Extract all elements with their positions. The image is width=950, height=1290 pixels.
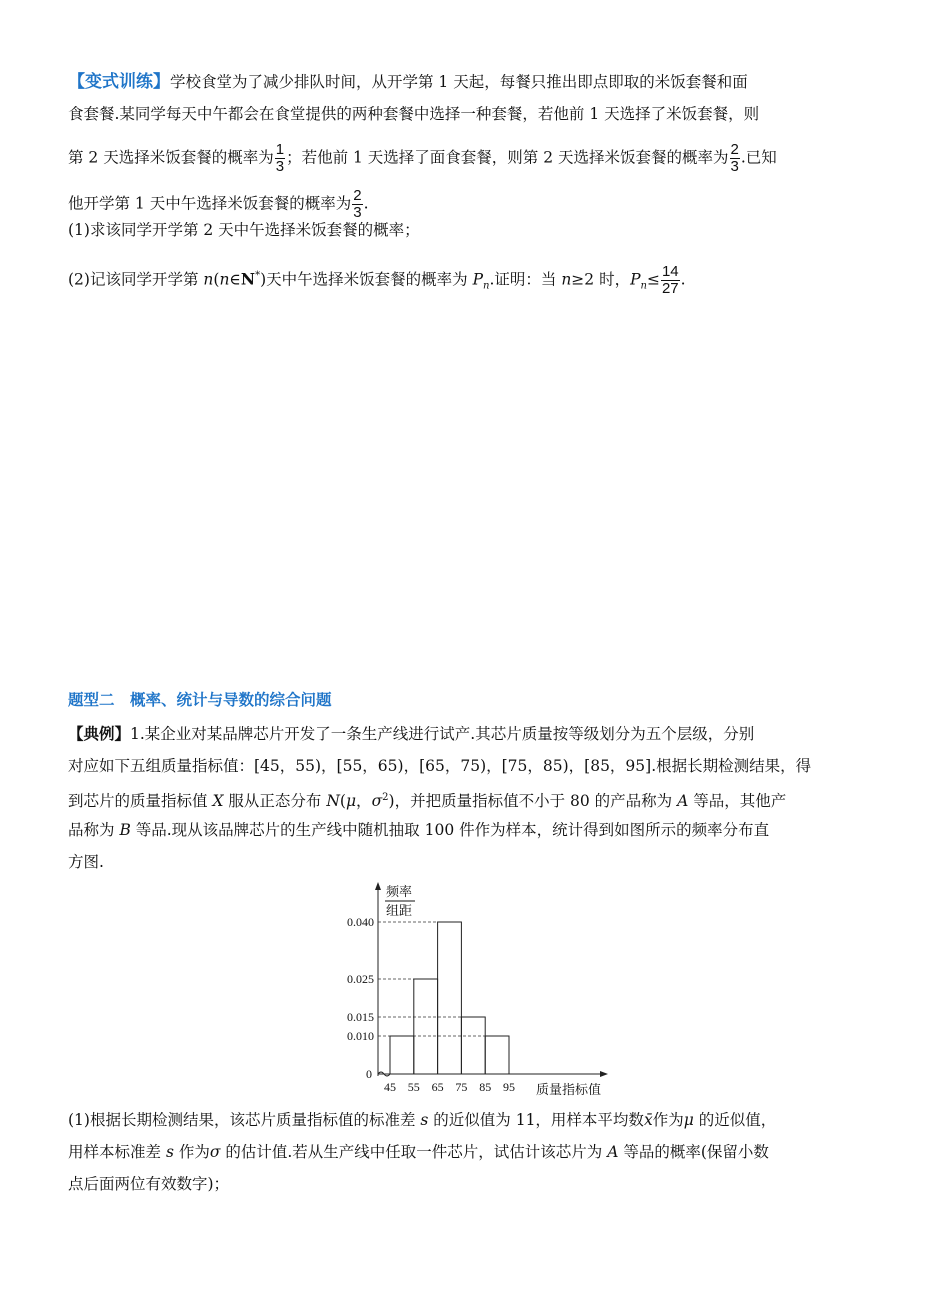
part1-line-1 [68, 1108, 882, 1132]
ex3-sq: 2 [382, 792, 389, 803]
p2-s: s [165, 1143, 174, 1161]
q2-star: * [255, 270, 261, 282]
example-text-5: 方图. [68, 853, 104, 871]
fraction-14-27 [661, 264, 680, 297]
variant-line-2 [68, 102, 882, 126]
example-parts [68, 1108, 882, 1196]
ex3-sigma: σ [371, 792, 383, 811]
y-axis-arrow [375, 882, 381, 890]
variant-text-2: 食套餐.某同学每天中午都会在食堂提供的两种套餐中选择一种套餐，若他前 1 天选择了米饭套餐，则 [68, 105, 760, 123]
ex4-a: 品称为 [68, 821, 120, 839]
p1-s: s [420, 1111, 429, 1129]
x-tick-label-3: 75 [455, 1080, 468, 1094]
q2-text-d: ≥2 时， [571, 270, 631, 289]
q2-sub-n: n [483, 280, 490, 292]
q2-text-e: . [680, 270, 686, 289]
example-tag: 【典例】 [68, 725, 131, 743]
variant-line-1 [68, 70, 882, 94]
example-line-4 [68, 818, 882, 842]
example-line-5 [68, 850, 882, 874]
bar-3 [461, 1017, 485, 1074]
variant-text-4b: . [363, 194, 369, 213]
p1-a: (1)根据长期检测结果，该芯片质量指标值的标准差 [68, 1111, 421, 1129]
variant-text-3c: .已知 [740, 148, 777, 167]
x-tick-label-0: 45 [384, 1080, 396, 1094]
variant-line-4 [68, 187, 882, 221]
ex4-B: B [119, 821, 131, 839]
frac2-den: 3 [730, 157, 739, 175]
y-label-top: 频率 [386, 885, 413, 900]
variant-line-3 [68, 141, 882, 175]
variant-tag: 【变式训练】 [68, 72, 170, 92]
variant-text-1: 学校食堂为了减少排队时间，从开学第 1 天起，每餐只推出即点即取的米饭套餐和面 [170, 73, 748, 91]
frac4-num: 14 [661, 263, 679, 280]
bar-2 [438, 922, 462, 1074]
p1-mu: μ [683, 1111, 694, 1129]
x-tick-label-5: 95 [503, 1080, 515, 1094]
q2-text-c: .证明：当 [489, 270, 562, 289]
bar-1 [414, 979, 438, 1074]
frac1-num: 1 [275, 141, 285, 158]
frac4-den: 27 [661, 279, 679, 297]
p2-A: A [607, 1143, 619, 1161]
q2-in-symbol: ∈ [229, 270, 241, 289]
y-label-bottom: 组距 [386, 904, 413, 919]
example-line-3 [68, 786, 882, 810]
p1-xbar: x̄ [643, 1111, 653, 1129]
p3-text: 点后面两位有效数字)； [68, 1175, 230, 1193]
variant-text-3b: ；若他前 1 天选择了面食套餐，则第 2 天选择米饭套餐的概率为 [286, 148, 729, 167]
q2-var-n2: n [219, 270, 230, 289]
p2-a: 用样本标准差 [68, 1143, 166, 1161]
x-axis-label: 质量指标值 [536, 1083, 602, 1098]
q2-var-n: n [203, 270, 214, 289]
ex3-A: A [677, 792, 689, 811]
frac2-num: 2 [730, 141, 739, 158]
q2-var-P: P [472, 270, 483, 289]
q2-var-P2: P [630, 270, 641, 289]
example-line-1 [68, 722, 882, 746]
fraction-two-thirds-b [352, 188, 362, 221]
p2-sigma: σ [209, 1143, 221, 1161]
ex3-e: )，并把质量指标值不小于 80 的产品称为 [388, 792, 678, 811]
ex3-N: N [326, 792, 340, 811]
ex3-X: X [212, 792, 224, 811]
p1-d: 的近似值， [693, 1111, 777, 1129]
ex3-f: 等品，其他产 [688, 792, 787, 811]
ex3-c: ( [339, 792, 346, 811]
variant-text-3a: 第 2 天选择米饭套餐的概率为 [68, 148, 274, 167]
fraction-one-third [275, 142, 285, 175]
frac1-den: 3 [275, 157, 285, 175]
q2-text-a: (2)记该同学开学第 [68, 270, 204, 289]
y-tick-label-0: 0.010 [347, 1029, 374, 1043]
origin-label: 0 [366, 1067, 372, 1081]
variant-problem [68, 70, 882, 297]
p1-c: 作为 [652, 1111, 684, 1129]
frac3-den: 3 [353, 203, 362, 221]
y-tick-label-2: 0.025 [347, 972, 374, 986]
p2-c: 的估计值.若从生产线中任取一件芯片，试估计该芯片为 [220, 1143, 608, 1161]
p2-d: 等品的概率(保留小数 [618, 1143, 769, 1161]
fraction-two-thirds [730, 142, 740, 175]
q1-text: (1)求该同学开学第 2 天中午选择米饭套餐的概率； [68, 221, 420, 239]
section-title: 题型二 概率、统计与导数的综合问题 [68, 691, 332, 709]
bar-4 [485, 1036, 509, 1074]
example-text-1: 1.某企业对某品牌芯片开发了一条生产线进行试产.其芯片质量按等级划分为五个层级，分别 [130, 725, 755, 743]
y-tick-label-1: 0.015 [347, 1010, 374, 1024]
example-problem [68, 722, 882, 874]
q2-paren: ( [213, 270, 220, 289]
ex3-b: 服从正态分布 [223, 792, 327, 811]
x-tick-label-2: 65 [431, 1080, 444, 1094]
variant-question-2 [68, 263, 882, 297]
x-tick-label-4: 85 [479, 1080, 492, 1094]
x-tick-label-1: 55 [407, 1080, 420, 1094]
part1-line-3 [68, 1172, 882, 1196]
p1-b: 的近似值为 11，用样本平均数 [428, 1111, 644, 1129]
ex3-d: ， [356, 792, 372, 811]
variant-question-1 [68, 218, 882, 242]
q2-leq: ≤ [646, 270, 660, 289]
x-axis-arrow [600, 1071, 608, 1077]
ex3-a: 到芯片的质量指标值 [68, 792, 213, 811]
bar-0 [390, 1036, 414, 1074]
y-tick-label-3: 0.040 [347, 915, 374, 929]
q2-set-N: N [240, 269, 256, 289]
q2-sub-n2: n [640, 280, 647, 292]
p2-b: 作为 [173, 1143, 210, 1161]
ex4-b: 等品.现从该品牌芯片的生产线中随机抽取 100 件作为样本，统计得到如图所示的频率分布直 [130, 821, 770, 839]
ex3-mu: μ [345, 792, 357, 811]
example-text-2: 对应如下五组质量指标值：[45，55)，[55，65)，[65，75)，[75，85)，[85，95].根据长期检测结果，得 [68, 757, 812, 775]
variant-text-4a: 他开学第 1 天中午选择米饭套餐的概率为 [68, 194, 352, 213]
part1-line-2 [68, 1140, 882, 1164]
frac3-num: 2 [353, 187, 362, 204]
frequency-histogram [328, 878, 628, 1100]
q2-text-b: )天中午选择米饭套餐的概率为 [260, 270, 473, 289]
q2-var-n3: n [561, 270, 572, 289]
example-line-2 [68, 754, 882, 778]
